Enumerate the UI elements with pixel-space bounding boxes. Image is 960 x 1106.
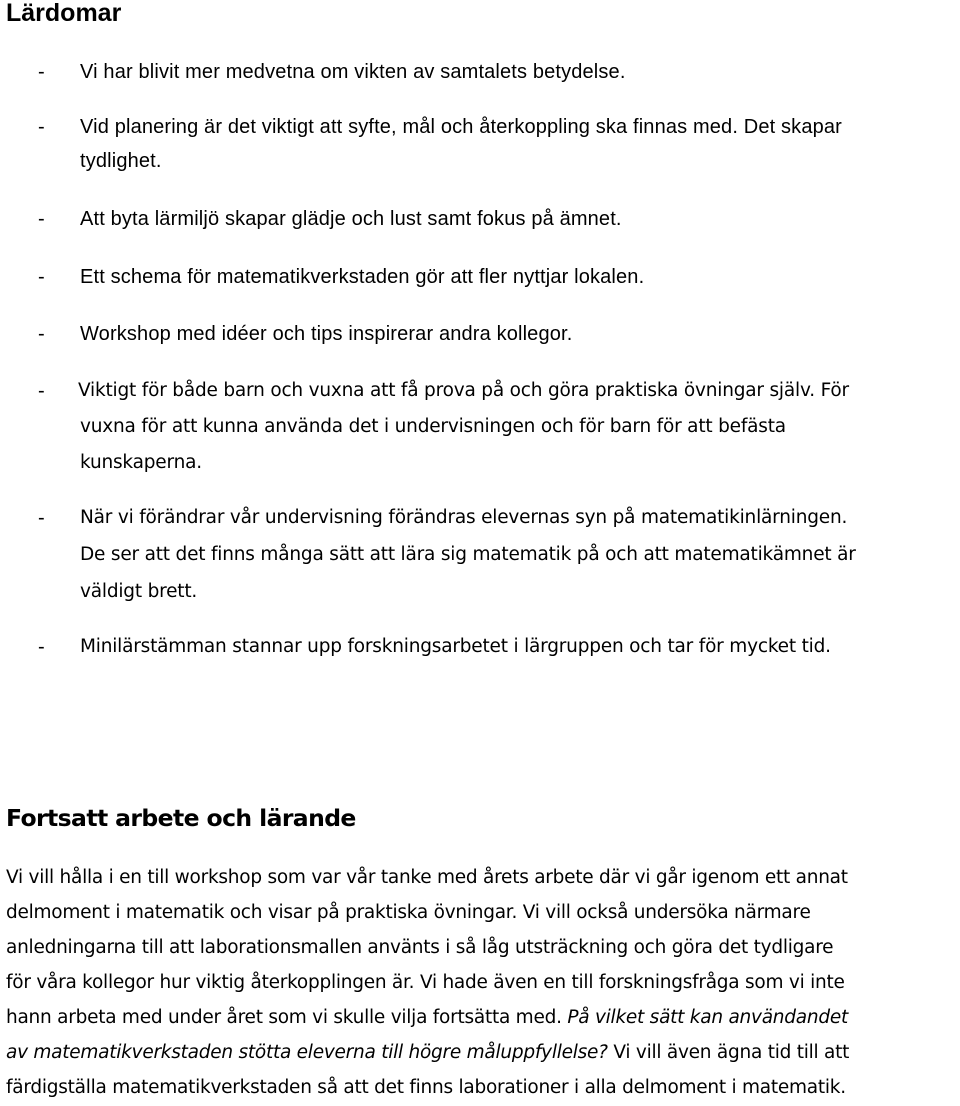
paragraph-line: färdigställa matematikverkstaden så att det finns laborationer i alla delmoment i matematik.: [6, 1077, 846, 1098]
paragraph-text: hann arbeta med under året som vi skulle vilja fortsätta med.: [6, 1007, 562, 1028]
list-dash: -: [38, 116, 45, 138]
research-question-italic: av matematikverkstaden stötta eleverna till högre måluppfyllelse?: [6, 1042, 608, 1063]
paragraph-line: anledningarna till att laborationsmallen använts i så låg utsträckning och göra det tydligare: [6, 937, 834, 958]
list-item-text: tydlighet.: [80, 150, 162, 172]
paragraph-text: Vi vill även ägna tid till att: [613, 1042, 850, 1063]
list-dash: -: [38, 380, 45, 402]
list-item-text: Minilärstämman stannar upp forskningsarbetet i lärgruppen och tar för mycket tid.: [80, 636, 831, 657]
paragraph-line: [6, 1002, 848, 1034]
list-dash: -: [38, 61, 45, 83]
research-question-italic: På vilket sätt kan användandet: [567, 1007, 848, 1028]
list-item-text: Att byta lärmiljö skapar glädje och lust samt fokus på ämnet.: [80, 208, 622, 230]
list-item-text: Ett schema för matematikverkstaden gör att fler nyttjar lokalen.: [80, 266, 645, 288]
paragraph-line: för våra kollegor hur viktig återkopplingen är. Vi hade även en till forskningsfråga som vi inte: [6, 972, 845, 993]
list-item-text: Vid planering är det viktigt att syfte, mål och återkoppling ska finnas med. Det skapar: [80, 116, 842, 138]
list-dash: -: [38, 266, 45, 288]
list-dash: -: [38, 323, 45, 345]
heading-lardomar: Lärdomar: [6, 0, 122, 27]
paragraph-line: [6, 1037, 849, 1069]
list-item-text: De ser att det finns många sätt att lära sig matematik på och att matematikämnet är: [80, 544, 856, 565]
list-item-text: När vi förändrar vår undervisning förändras elevernas syn på matematikinlärningen.: [80, 507, 848, 528]
list-item-text: Viktigt för både barn och vuxna att få prova på och göra praktiska övningar själv. För: [78, 380, 849, 401]
heading-fortsatt: Fortsatt arbete och lärande: [6, 804, 356, 832]
list-item-text: Vi har blivit mer medvetna om vikten av samtalets betydelse.: [80, 61, 626, 83]
paragraph-line: delmoment i matematik och visar på praktiska övningar. Vi vill också undersöka närmare: [6, 902, 811, 923]
list-dash: -: [38, 636, 45, 658]
paragraph-line: Vi vill hålla i en till workshop som var vår tanke med årets arbete där vi går igenom ett annat: [6, 867, 848, 888]
list-dash: -: [38, 208, 45, 230]
list-item-text: väldigt brett.: [80, 581, 198, 602]
list-item-text: vuxna för att kunna använda det i undervisningen och för barn för att befästa: [80, 416, 786, 437]
list-item-text: kunskaperna.: [80, 452, 202, 473]
list-item-text: Workshop med idéer och tips inspirerar andra kollegor.: [80, 323, 573, 345]
list-dash: -: [38, 507, 45, 529]
